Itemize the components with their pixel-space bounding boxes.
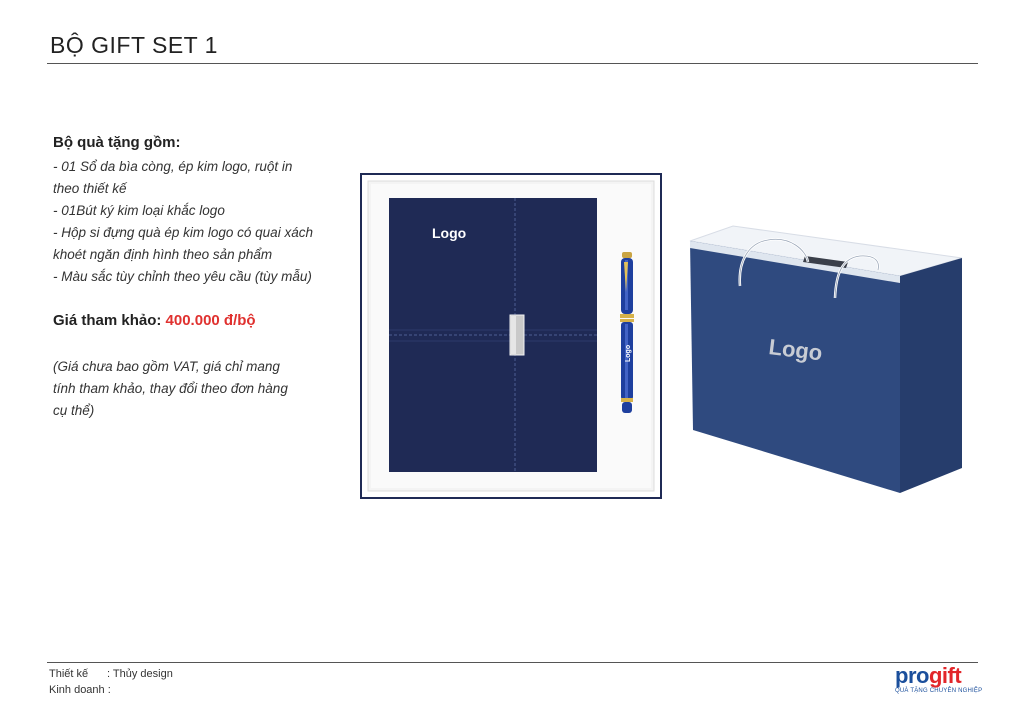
- description-line: khoét ngăn định hình theo sản phẩm: [53, 247, 273, 262]
- description-line: - Màu sắc tùy chỉnh theo yêu cầu (tùy mẫu): [53, 269, 312, 284]
- pen: [620, 252, 634, 413]
- description-heading: Bộ quà tặng gồm:: [53, 134, 181, 151]
- brand-wordmark: [895, 664, 985, 688]
- sales-label: Kinh doanh :: [49, 684, 111, 696]
- page-title: BỘ GIFT SET 1: [50, 32, 218, 58]
- brand-gift: gift: [928, 663, 962, 688]
- shopping-bag: [690, 226, 962, 493]
- description-line: - 01 Sổ da bìa còng, ép kim logo, ruột in: [53, 159, 293, 174]
- brand-pro: pro: [895, 663, 929, 688]
- designer-row: [49, 668, 173, 680]
- bag-logo: Logo: [767, 334, 824, 366]
- note-line: tính tham khảo, thay đổi theo đơn hàng: [53, 381, 288, 396]
- price-label: Giá tham khảo:: [53, 312, 162, 329]
- brand-tagline: QUÀ TẶNG CHUYÊN NGHIỆP: [895, 688, 983, 694]
- designer-value: : Thủy design: [107, 668, 173, 680]
- price-amount: 400.000 đ/bộ: [165, 312, 256, 329]
- notebook-logo: Logo: [432, 225, 467, 241]
- note-line: (Giá chưa bao gồm VAT, giá chỉ mang: [53, 359, 280, 374]
- note-line: cụ thể): [53, 403, 95, 418]
- description-line: - Hộp si đựng quà ép kim logo có quai xách: [53, 225, 313, 240]
- footer-divider: [47, 662, 978, 663]
- description-line: theo thiết kế: [53, 181, 127, 196]
- notebook: [389, 198, 597, 472]
- sales-row: [49, 684, 111, 696]
- description-line: - 01Bút ký kim loại khắc logo: [53, 203, 225, 218]
- pen-logo: Logo: [625, 344, 632, 362]
- brand-logo: [895, 664, 985, 694]
- designer-label: Thiết kế: [49, 668, 89, 680]
